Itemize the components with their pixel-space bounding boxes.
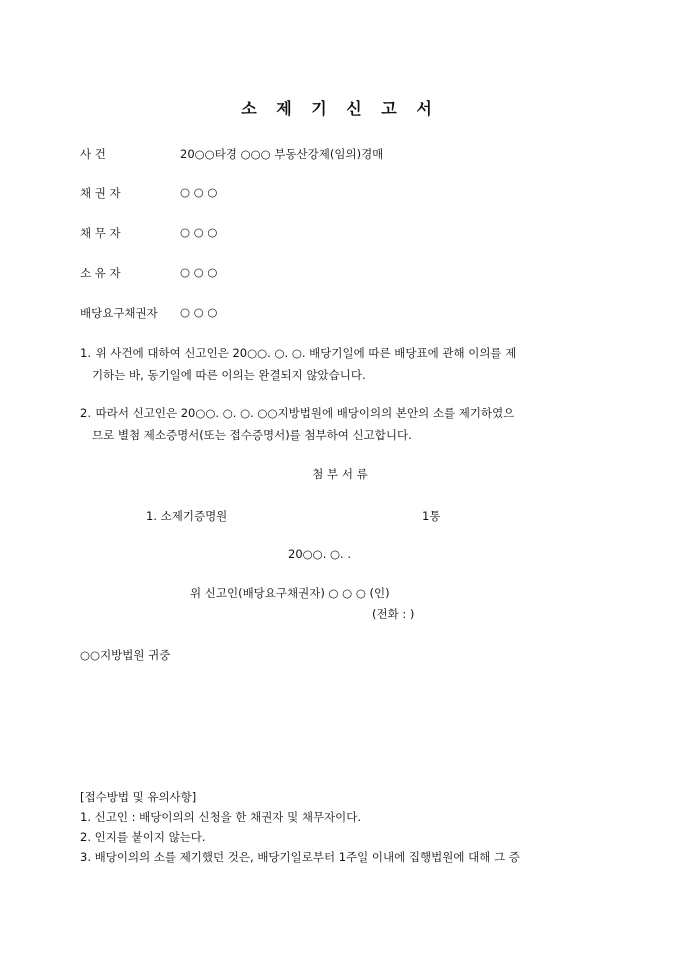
note-item: 1. 신고인 : 배당이의의 신청을 한 채권자 및 채무자이다. (80, 810, 362, 824)
attachment-count: 1통 (422, 509, 441, 523)
attachment-item: 1. 소제기증명원 (146, 509, 228, 523)
attachments-heading: 첨 부 서 류 (312, 467, 368, 481)
signer-phone: (전화 : ) (372, 607, 415, 621)
dividend-creditor-value: ○ ○ ○ (180, 305, 218, 319)
paragraph-2-line-2: 므로 별첨 제소증명서(또는 접수증명서)를 첨부하여 신고합니다. (92, 428, 412, 442)
note-item: 3. 배당이의의 소를 제기했던 것은, 배당기일로부터 1주일 이내에 집행법원에 대해 그 증 (80, 850, 520, 864)
owner-label: 소 유 자 (80, 266, 121, 280)
filing-date: 20○○. ○. . (288, 547, 352, 561)
notes-heading: [접수방법 및 유의사항] (80, 790, 197, 804)
paragraph-1-line-1: 위 사건에 대하여 신고인은 20○○. ○. ○. 배당기일에 따른 배당표에 관해 이의를 제 (95, 346, 517, 360)
note-item: 2. 인지를 붙이지 않는다. (80, 830, 206, 844)
signer-line: 위 신고인(배당요구채권자) ○ ○ ○ (인) (190, 586, 390, 600)
debtor-label: 채 무 자 (80, 226, 121, 240)
debtor-value: ○ ○ ○ (180, 225, 218, 239)
paragraph-2-number: 2. (80, 406, 91, 420)
paragraph-1-line-2: 기하는 바, 동기일에 따른 이의는 완결되지 않았습니다. (92, 368, 366, 382)
dividend-creditor-label: 배당요구채권자 (80, 306, 158, 320)
court-addressee: ○○지방법원 귀중 (80, 648, 171, 662)
paragraph-1-number: 1. (80, 346, 91, 360)
paragraph-1 (80, 342, 605, 386)
case-label: 사 건 (80, 147, 106, 161)
creditor-value: ○ ○ ○ (180, 185, 218, 199)
document-title: 소 제 기 신 고 서 (241, 99, 439, 118)
owner-value: ○ ○ ○ (180, 265, 218, 279)
notes-section (80, 787, 520, 867)
creditor-label: 채 권 자 (80, 186, 121, 200)
paragraph-2 (80, 402, 605, 446)
paragraph-2-line-1: 따라서 신고인은 20○○. ○. ○. ○○지방법원에 배당이의의 본안의 소를 제기하였으 (95, 406, 515, 420)
case-value: 20○○타경 ○○○ 부동산강제(임의)경매 (180, 147, 384, 161)
